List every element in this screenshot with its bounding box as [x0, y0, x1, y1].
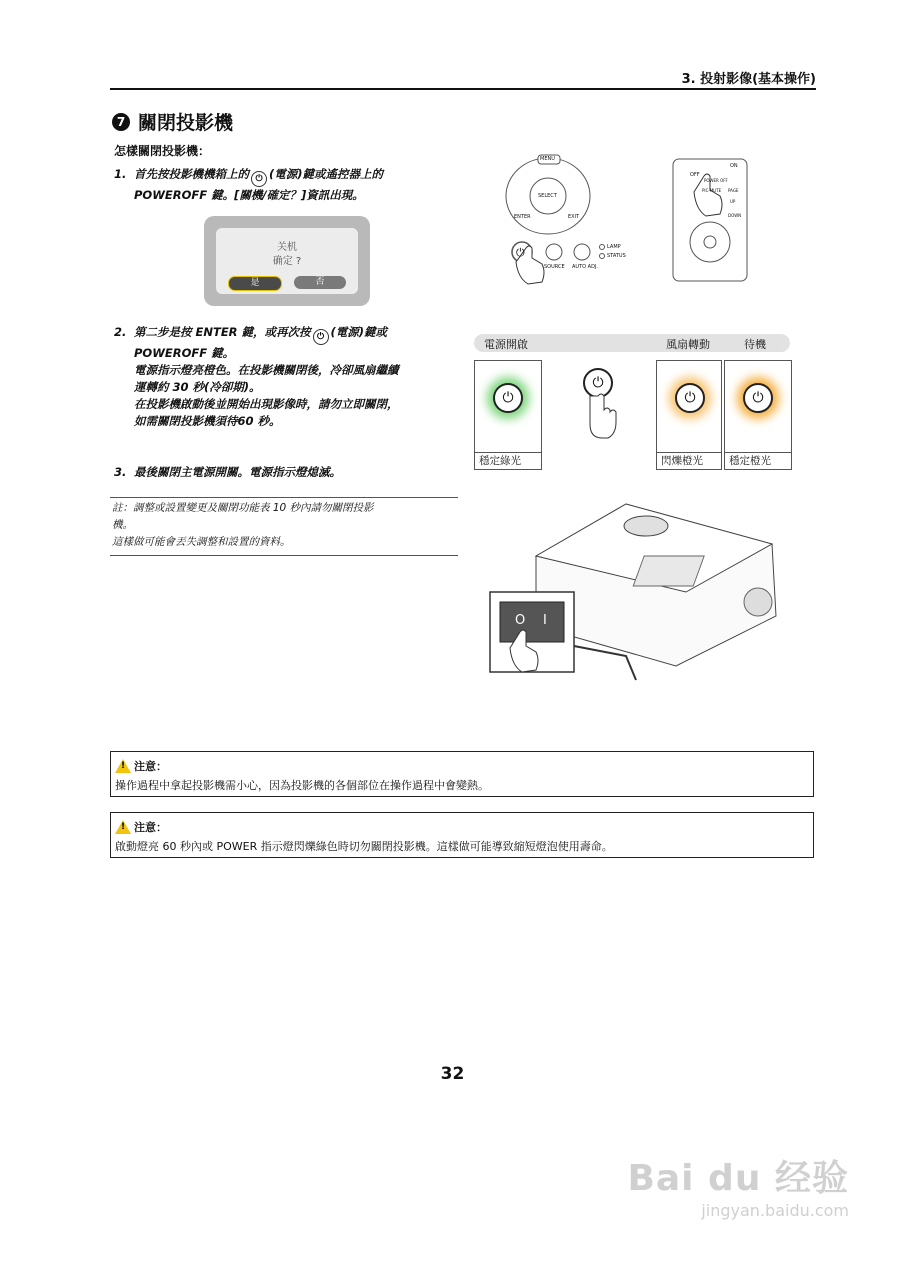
- led-bar-left: 電源開啟: [484, 338, 528, 351]
- page-number: 32: [440, 1064, 465, 1084]
- page-label: PAGE: [728, 188, 739, 193]
- projector-control-panel: [502, 152, 632, 287]
- watermark-url: jingyan.baidu.com: [701, 1201, 849, 1220]
- enter-label: ENTER: [514, 214, 531, 220]
- caution-1-body: 操作過程中拿起投影機需小心，因為投影機的各個部位在操作過程中會變熱。: [115, 779, 489, 792]
- caution-2-body: 啟動燈亮 60 秒內或 POWER 指示燈閃爍綠色時切勿關閉投影機。這樣做可能導致縮短燈泡使用壽命。: [115, 840, 613, 853]
- caution-box-2: ! 注意： 啟動燈亮 60 秒內或 POWER 指示燈閃爍綠色時切勿關閉投影機。這樣做可能導致縮短燈泡使用壽命。: [110, 812, 814, 858]
- warning-icon: [115, 820, 131, 834]
- led-status-bar: [474, 334, 790, 352]
- yes-button[interactable]: 是: [228, 276, 282, 291]
- remote-off-label: OFF: [690, 172, 700, 178]
- caution-box-1: ! 注意： 操作過程中拿起投影機需小心，因為投影機的各個部位在操作過程中會變熱。: [110, 751, 814, 797]
- switch-i-label: I: [543, 613, 547, 628]
- page-header: [110, 64, 816, 90]
- menu-label: MENU: [540, 156, 555, 162]
- autoadj-label: AUTO ADJ.: [572, 264, 598, 270]
- switch-o-label: O: [515, 613, 526, 628]
- status-label: STATUS: [607, 253, 626, 259]
- watermark: [627, 1150, 849, 1220]
- dialog-confirm: 确定 ?: [272, 256, 302, 267]
- shutdown-dialog: [204, 216, 370, 306]
- header-title: 3. 投射影像(基本操作): [681, 72, 816, 87]
- section-number: 7: [112, 113, 130, 131]
- step-3: 3. 最後關閉主電源開關。電源指示燈熄滅。: [114, 465, 341, 479]
- led-box-blink: [656, 360, 722, 470]
- projector-illustration: [486, 496, 780, 686]
- intro-text: 怎樣關閉投影機：: [114, 144, 211, 158]
- remote-on-label: ON: [730, 163, 738, 169]
- step-2: 2. 第二步是按 ENTER 鍵，或再次按 ⏻ (電源)鍵或 POWEROFF 鍵。 電源指示燈亮橙色。在投影機關閉後，冷卻風扇繼續 運轉約 30 秒(冷卻期)。 在投影機啟動後並開始出現影像時，請勿立即關閉， 如需關閉投影機須待60 秒。: [114, 325, 399, 428]
- led-bar-mid: 風扇轉動: [666, 338, 710, 351]
- led-cap-green: 穩定綠光: [475, 452, 541, 469]
- step-1: 1. 首先按投影機機箱上的 ⏻ (電源)鍵或遙控器上的 POWEROFF 鍵。[關機/確定？]資訊出現。: [114, 167, 384, 202]
- dialog-title: 关机: [277, 242, 297, 253]
- press-hand-icon: [578, 368, 618, 440]
- power-led-orange-blink-icon: ⏻: [675, 383, 705, 413]
- warning-icon: [115, 759, 131, 773]
- watermark-logo: Bai du 经验: [627, 1158, 849, 1199]
- power-button-icon: ⏻: [516, 246, 525, 259]
- led-box-orange: [724, 360, 792, 470]
- note-box: 註：調整或設置變更及關閉功能表 10 秒內請勿關閉投影 機。 這樣做可能會丟失調整和設置的資料。: [110, 497, 458, 556]
- remote-control: [672, 158, 748, 282]
- led-cap-blink: 閃爍橙光: [657, 452, 721, 469]
- power-icon: ⏻: [251, 171, 267, 187]
- lamp-label: LAMP: [607, 244, 621, 250]
- exit-label: EXIT: [568, 214, 580, 220]
- picmute-label: PIC-MUTE: [702, 188, 722, 193]
- power-icon: ⏻: [583, 368, 613, 398]
- select-label: SELECT: [538, 193, 557, 199]
- led-box-green: [474, 360, 542, 470]
- power-icon: ⏻: [313, 329, 329, 345]
- led-bar-right: 待機: [744, 338, 766, 351]
- up-label: UP: [730, 199, 736, 204]
- source-label: SOURCE: [544, 264, 565, 270]
- section-title: [112, 108, 233, 135]
- led-cap-orange: 穩定橙光: [725, 452, 791, 469]
- down-label: DOWN: [728, 213, 742, 218]
- power-led-green-icon: ⏻: [493, 383, 523, 413]
- poweroff-label: POWER OFF: [704, 178, 728, 183]
- power-led-orange-icon: ⏻: [743, 383, 773, 413]
- section-title-text: 關閉投影機: [138, 112, 234, 134]
- no-button[interactable]: 否: [294, 276, 346, 289]
